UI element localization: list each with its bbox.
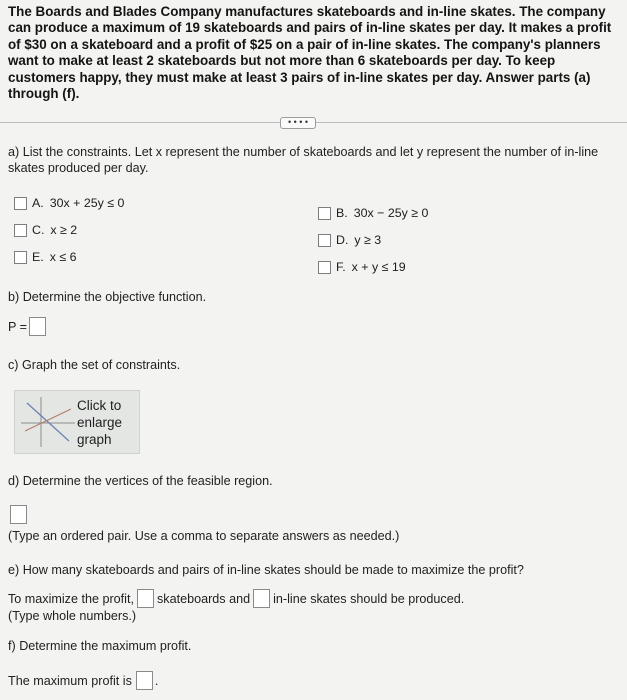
option-c[interactable]: [14, 223, 77, 237]
part-b-prompt: b) Determine the objective function.: [8, 290, 207, 304]
option-d-checkbox[interactable]: [318, 234, 331, 247]
option-a[interactable]: [14, 196, 124, 210]
objective-label: P =: [8, 319, 28, 334]
part-e-hint: (Type whole numbers.): [8, 609, 137, 623]
inline-skates-input[interactable]: [253, 589, 270, 608]
objective-row: [8, 317, 46, 336]
option-d-text: y ≥ 3: [354, 233, 382, 247]
option-a-checkbox[interactable]: [14, 197, 27, 210]
option-b[interactable]: [318, 206, 428, 220]
option-a-letter: A.: [32, 196, 44, 210]
problem-statement: The Boards and Blades Company manufactures skateboards and in-line skates. The company can produce a maximum of 19 skateboards and pairs of in-line skates per day. It makes a profit of $30 on a skateboard and a profit of $25 on a pair of in-line skates. The company's planners want to make at least 2 skateboards but not more than 6 skateboards per day. To keep customers happy, they must make at least 3 pairs of in-line skates per day. Answer parts (a) through (f).: [8, 4, 612, 102]
max-profit-end: .: [154, 673, 159, 688]
option-e-letter: E.: [32, 250, 44, 264]
option-b-checkbox[interactable]: [318, 207, 331, 220]
show-more-button[interactable]: • • • •: [280, 117, 316, 129]
vertices-input[interactable]: [10, 505, 27, 524]
part-d-prompt: d) Determine the vertices of the feasible region.: [8, 474, 273, 488]
option-f[interactable]: [318, 260, 406, 274]
max-profit-lead: The maximum profit is: [8, 673, 132, 688]
part-d-hint: (Type an ordered pair. Use a comma to separate answers as needed.): [8, 529, 400, 543]
part-c-prompt: c) Graph the set of constraints.: [8, 358, 181, 372]
skateboards-input[interactable]: [137, 589, 154, 608]
option-f-text: x + y ≤ 19: [351, 260, 406, 274]
enlarge-graph-thumbnail[interactable]: [14, 390, 140, 454]
maximize-tail: in-line skates should be produced.: [273, 591, 465, 606]
option-c-checkbox[interactable]: [14, 224, 27, 237]
enlarge-graph-label: Click to enlarge graph: [77, 398, 123, 447]
part-a-prompt: a) List the constraints. Let x represent the number of skateboards and let y represent the number of in-line skates produced per day.: [8, 145, 599, 175]
option-e[interactable]: [14, 250, 77, 264]
option-c-letter: C.: [32, 223, 45, 237]
option-c-text: x ≥ 2: [50, 223, 78, 237]
option-d-letter: D.: [336, 233, 349, 247]
part-f-prompt: f) Determine the maximum profit.: [8, 639, 192, 653]
option-e-checkbox[interactable]: [14, 251, 27, 264]
option-f-letter: F.: [336, 260, 346, 274]
option-f-checkbox[interactable]: [318, 261, 331, 274]
maximize-lead: To maximize the profit,: [8, 591, 134, 606]
maximize-row: [8, 589, 464, 608]
option-b-letter: B.: [336, 206, 348, 220]
max-profit-row: [8, 671, 158, 690]
option-d[interactable]: [318, 233, 381, 247]
option-e-text: x ≤ 6: [49, 250, 77, 264]
part-e-prompt: e) How many skateboards and pairs of in-line skates should be made to maximize the profit?: [8, 563, 524, 577]
option-b-text: 30x − 25y ≥ 0: [353, 206, 429, 220]
objective-function-input[interactable]: [29, 317, 46, 336]
option-a-text: 30x + 25y ≤ 0: [49, 196, 125, 210]
max-profit-input[interactable]: [136, 671, 153, 690]
maximize-mid: skateboards and: [156, 591, 251, 606]
